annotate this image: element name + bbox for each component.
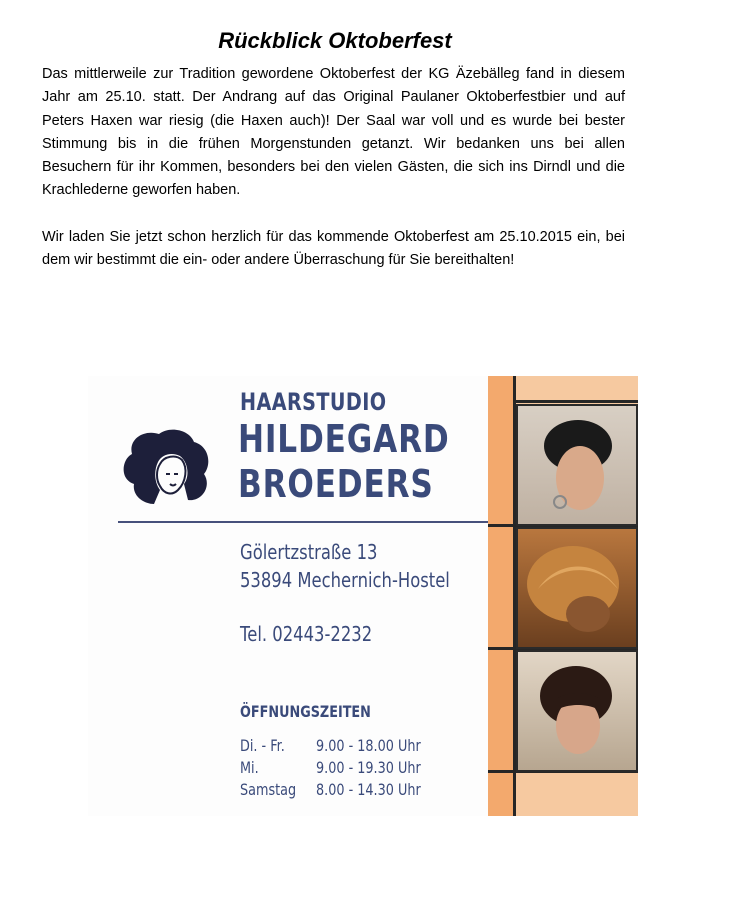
woman-silhouette-icon [114,424,219,512]
hours-time: 8.00 - 14.30 Uhr [316,780,421,799]
hairstyle-photo-2 [516,527,638,649]
article-paragraph-2: Wir laden Sie jetzt schon herzlich für das kommende Oktoberfest am 25.10.2015 ein, bei dem wir bestimmt die ein- oder andere Überraschung für Sie bereithalten! [42,229,625,269]
hours-time: 9.00 - 18.00 Uhr [316,736,421,755]
divider-line [118,521,491,523]
brand-line-2: HILDEGARD [238,417,450,461]
brand-line-1: HAARSTUDIO [240,388,387,416]
hours-days: Di. - Fr. [240,736,285,755]
hours-row [240,758,421,777]
article-paragraph-1: Das mittlerweile zur Tradition gewordene Oktoberfest der KG Äzebälleg fand in diesem Jahr am 25.10. statt. Der Andrang auf das Original Paulaner Oktoberfestbier und auf Peters Haxen war riesig (die Haxen auch)! Der Saal war voll und es wurde bei bester Stimmung bis in die frühen Morgenstunden getanzt. Wir bedanken uns bei allen Besuchern für ihr Kommen, besonders bei den vielen Gästen, die sich ins Dirndl und die Krachlederne geworfen haben. [42,66,625,199]
decorative-column [488,376,516,816]
advertisement-haarstudio [88,376,638,816]
address-street: Gölertzstraße 13 [240,540,378,564]
phone-number: Tel. 02443-2232 [240,622,373,646]
hours-time: 9.00 - 19.30 Uhr [316,758,421,777]
grid-line [513,400,638,403]
hairstyle-photo-1 [516,404,638,526]
hours-row [240,780,421,799]
brand-line-3: BROEDERS [238,462,434,506]
hours-days: Mi. [240,758,259,777]
hairstyle-photo-3 [516,650,638,772]
hours-row [240,736,421,755]
article-title: Rückblick Oktoberfest [218,28,452,53]
address-city: 53894 Mechernich-Hostel [240,568,450,592]
hours-days: Samstag [240,780,297,799]
hours-heading: ÖFFNUNGSZEITEN [240,702,371,721]
